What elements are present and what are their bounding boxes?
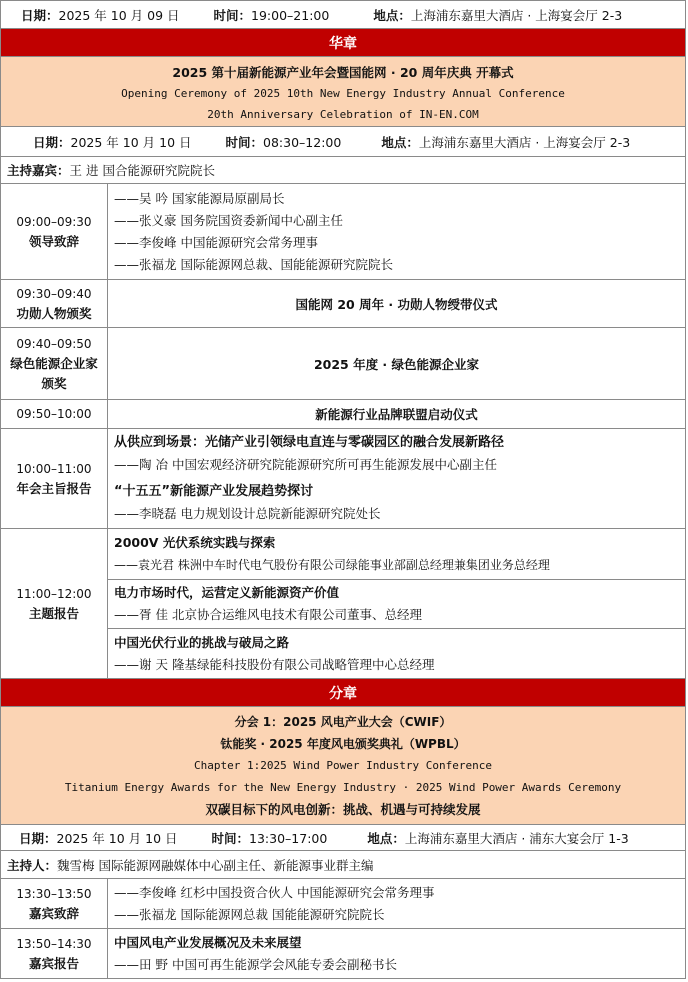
host-name: 王 进 国合能源研究院院长 [69, 163, 215, 178]
host-row [0, 157, 686, 184]
time-cell [1, 400, 108, 428]
topic-title: 2000V 光伏系统实践与探索 [114, 534, 276, 550]
topic-list [108, 529, 685, 678]
section-banner-1: 华章 [0, 29, 686, 57]
time-label: 时间： [225, 134, 264, 150]
opening-ceremony-block [0, 57, 686, 127]
topic-title: 从供应到场景：光储产业引领绿电直连与零碳园区的融合发展新路径 [114, 434, 505, 450]
session-title: 领导致辞 [28, 233, 79, 249]
date-value: 2025 年 10 月 09 日 [58, 7, 180, 23]
session-time: 09:30–09:40 [16, 286, 92, 301]
place-label: 地点： [381, 134, 419, 150]
speaker-line: ——吴 吟 国家能源局原副局长 [114, 190, 285, 206]
session-time: 09:40–09:50 [16, 336, 92, 351]
time-cell [1, 929, 108, 978]
date-label: 日期： [21, 7, 59, 23]
place-label: 地点： [373, 7, 411, 23]
agenda-row-guest-speech [0, 879, 686, 929]
topic-list [108, 429, 685, 528]
session-title: 功勋人物颁奖 [16, 305, 92, 321]
time-label: 时间： [213, 7, 252, 23]
speaker-line: ——张福龙 国际能源网总裁、国能能源研究院院长 [114, 256, 393, 272]
speaker-line: ——谢 天 隆基绿能科技股份有限公司战略管理中心总经理 [114, 656, 435, 672]
time-cell [1, 529, 108, 678]
session-time: 13:50–14:30 [16, 936, 92, 951]
speaker-line: ——李晓磊 电力规划设计总院新能源研究院处长 [114, 506, 381, 522]
session-time: 09:00–09:30 [16, 214, 92, 229]
topic-block [108, 628, 685, 678]
wind-conference-block [0, 707, 686, 825]
host-row [0, 851, 686, 879]
date-label: 日期： [19, 830, 57, 846]
agenda-row-brand-alliance [0, 400, 686, 429]
speaker-list [108, 184, 685, 279]
session-title: 嘉宾报告 [28, 955, 79, 971]
date-value: 2025 年 10 月 10 日 [56, 830, 178, 846]
time-cell [1, 280, 108, 327]
speaker-line: ——张义豪 国务院国资委新闻中心副主任 [114, 212, 343, 228]
topic-block [108, 429, 685, 479]
day1-info-row [0, 0, 686, 29]
host-label: 主持人： [7, 857, 58, 873]
time-value: 19:00–21:00 [251, 7, 330, 23]
session-time: 13:30–13:50 [16, 886, 92, 901]
topic-block [108, 529, 685, 579]
day3-info-row [0, 825, 686, 851]
speaker-line: ——张福龙 国际能源网总裁 国能能源研究院院长 [114, 906, 385, 922]
date-label: 日期： [33, 134, 71, 150]
session-time: 09:50–10:00 [16, 407, 92, 421]
agenda-row-theme-reports [0, 529, 686, 679]
topic-title: 电力市场时代，运营定义新能源资产价值 [114, 584, 340, 600]
place-value: 上海浦东嘉里大酒店 · 上海宴会厅 2-3 [410, 7, 623, 23]
session-title: 绿色能源企业家颁奖 [10, 355, 98, 391]
session-title: 主题报告 [28, 605, 79, 621]
topic-title: “十五五”新能源产业发展趋势探讨 [114, 484, 314, 500]
topic-block [108, 479, 685, 529]
place-value: 上海浦东嘉里大酒店 · 上海宴会厅 2-3 [418, 134, 631, 150]
session-content: 国能网 20 周年 · 功勋人物绶带仪式 [295, 296, 498, 312]
agenda-row-merit-award [0, 280, 686, 328]
time-cell [1, 429, 108, 528]
topic-block [108, 579, 685, 629]
place-label: 地点： [367, 830, 405, 846]
wind-title-cn-1: 分会 1：2025 风电产业大会（CWIF） [234, 715, 452, 729]
speaker-line: ——胥 佳 北京协合运维风电技术有限公司董事、总经理 [114, 606, 422, 622]
agenda-row-keynote [0, 429, 686, 529]
day2-info-row [0, 127, 686, 157]
time-cell [1, 328, 108, 399]
host-name: 魏雪梅 国际能源网融媒体中心副主任、新能源事业群主编 [57, 857, 374, 873]
topic-title: 中国风电产业发展概况及未来展望 [114, 934, 302, 950]
wind-title-cn-3: 双碳目标下的风电创新：挑战、机遇与可持续发展 [205, 802, 481, 817]
agenda-row-leader-speech [0, 184, 686, 280]
wind-title-cn-2: 钛能奖 · 2025 年度风电颁奖典礼（WPBL） [220, 737, 466, 751]
section-banner-2: 分章 [0, 679, 686, 707]
session-content: 2025 年度 · 绿色能源企业家 [313, 356, 480, 372]
speaker-line: ——田 野 中国可再生能源学会风能专委会副秘书长 [114, 956, 397, 972]
session-time: 10:00–11:00 [16, 461, 92, 476]
agenda-row-guest-report [0, 929, 686, 979]
speaker-line: ——李俊峰 中国能源研究会常务理事 [114, 234, 318, 250]
session-title: 年会主旨报告 [16, 480, 92, 496]
time-label: 时间： [211, 830, 250, 846]
agenda-row-green-entrepreneur [0, 328, 686, 400]
speaker-list [108, 879, 685, 928]
session-time: 11:00–12:00 [16, 586, 92, 601]
date-value: 2025 年 10 月 10 日 [70, 134, 192, 150]
opening-title-cn: 2025 第十届新能源产业年会暨国能网 · 20 周年庆典 开幕式 [172, 65, 514, 80]
speaker-line: ——李俊峰 红杉中国投资合伙人 中国能源研究会常务理事 [114, 884, 435, 900]
session-content: 新能源行业品牌联盟启动仪式 [315, 407, 478, 422]
host-label: 主持嘉宾： [7, 163, 70, 178]
session-title: 嘉宾致辞 [28, 905, 79, 921]
time-value: 08:30–12:00 [263, 134, 342, 150]
speaker-line: ——袁光君 株洲中车时代电气股份有限公司绿能事业部副总经理兼集团业务总经理 [114, 557, 550, 572]
time-cell [1, 184, 108, 279]
wind-title-en-1: Chapter 1:2025 Wind Power Industry Conference [193, 759, 492, 772]
topic-title: 中国光伏行业的挑战与破局之路 [114, 634, 290, 650]
topic-block [108, 929, 685, 978]
opening-title-en-2: 20th Anniversary Celebration of IN-EN.COM [207, 108, 479, 121]
speaker-line: ——陶 冶 中国宏观经济研究院能源研究所可再生能源发展中心副主任 [114, 456, 497, 472]
wind-title-en-2: Titanium Energy Awards for the New Energy Industry · 2025 Wind Power Awards Ceremony [64, 781, 622, 794]
time-cell [1, 879, 108, 928]
time-value: 13:30–17:00 [249, 830, 328, 846]
opening-title-en-1: Opening Ceremony of 2025 10th New Energy Industry Annual Conference [121, 87, 565, 100]
place-value: 上海浦东嘉里大酒店 · 浦东大宴会厅 1-3 [404, 830, 629, 846]
